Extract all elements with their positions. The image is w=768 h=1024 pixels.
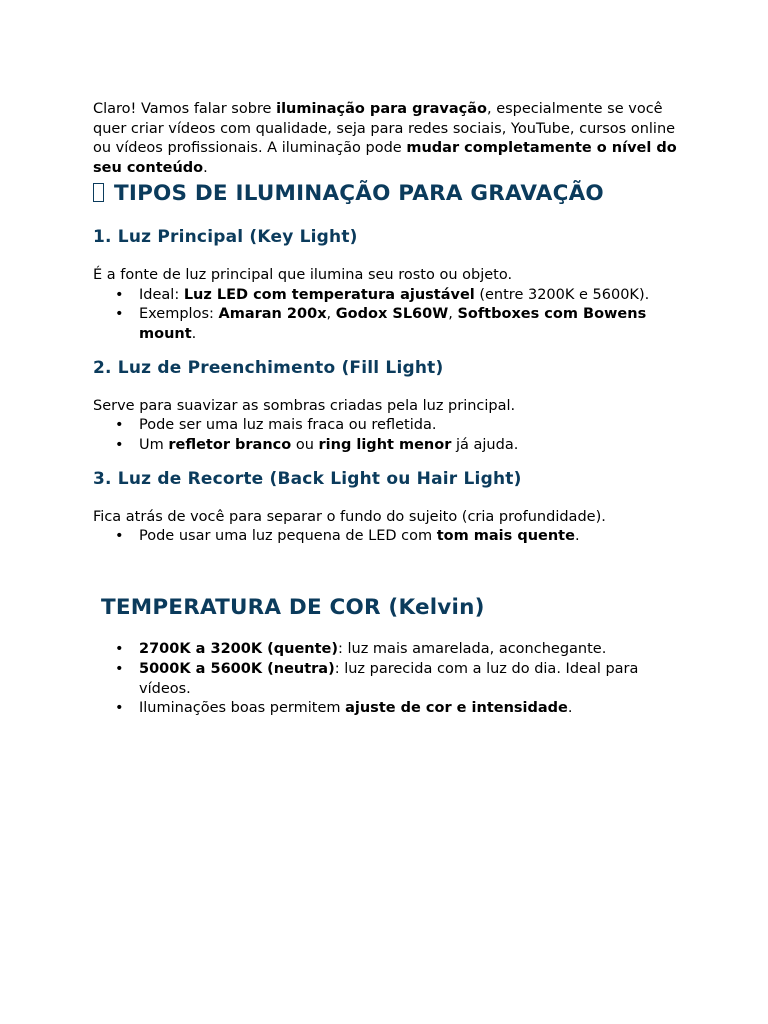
item-text: já ajuda. bbox=[451, 437, 519, 454]
section-title-color-temperature: TEMPERATURA DE COR (Kelvin) bbox=[101, 595, 485, 621]
back-light-list bbox=[93, 527, 693, 547]
item-text: Iluminações boas permitem bbox=[139, 700, 346, 717]
intro-bold-2: mudar completamente o nível do seu conteúdo bbox=[93, 140, 677, 177]
bullet-icon: • bbox=[115, 641, 124, 658]
key-light-description: É a fonte de luz principal que ilumina seu rosto ou objeto. bbox=[93, 266, 513, 283]
list-item bbox=[93, 305, 693, 344]
item-text: . bbox=[567, 700, 573, 717]
bullet-icon: • bbox=[115, 286, 124, 303]
intro-text-2: , especialmente se você quer criar vídeos com qualidade, seja para redes sociais, YouTube, cursos online ou vídeos profissionais. A iluminação pode bbox=[93, 101, 676, 157]
item-bold: Amaran 200x bbox=[218, 306, 327, 323]
key-light-list bbox=[93, 286, 693, 345]
heading-fill-light: 2. Luz de Preenchimento (Fill Light) bbox=[93, 357, 444, 378]
bullet-icon: • bbox=[115, 437, 124, 454]
item-bold: Softboxes com Bowens mount bbox=[139, 306, 647, 342]
item-text: : luz parecida com a luz do dia. Ideal para vídeos. bbox=[139, 660, 639, 697]
intro-text-3: . bbox=[203, 160, 208, 177]
item-bold: tom mais quente bbox=[436, 528, 575, 545]
fill-light-description: Serve para suavizar as sombras criadas pela luz principal. bbox=[93, 397, 516, 414]
back-light-description: Fica atrás de você para separar o fundo do sujeito (cria profundidade). bbox=[93, 508, 606, 525]
heading-back-light: 3. Luz de Recorte (Back Light ou Hair Light) bbox=[93, 468, 522, 489]
list-item bbox=[93, 527, 693, 547]
list-item bbox=[93, 436, 693, 456]
item-text: Pode usar uma luz pequena de LED com bbox=[139, 528, 437, 545]
list-item bbox=[93, 640, 693, 660]
item-text: , bbox=[448, 306, 458, 323]
item-text: (entre 3200K e 5600K). bbox=[474, 286, 650, 303]
item-bold: Luz LED com temperatura ajustável bbox=[183, 286, 475, 303]
item-text: Exemplos: bbox=[139, 306, 219, 323]
list-item bbox=[93, 660, 693, 699]
item-bold: ajuste de cor e intensidade bbox=[345, 700, 568, 717]
intro-text-1: Claro! Vamos falar sobre bbox=[93, 101, 277, 117]
color-temperature-list bbox=[93, 640, 693, 719]
intro-paragraph bbox=[93, 100, 693, 179]
bullet-icon: • bbox=[115, 660, 124, 677]
section-title-text: TIPOS DE ILUMINAÇÃO PARA GRAVAÇÃO bbox=[114, 180, 604, 206]
heading-key-light: 1. Luz Principal (Key Light) bbox=[93, 226, 358, 247]
fill-light-list bbox=[93, 416, 693, 455]
item-text: , bbox=[326, 306, 336, 323]
missing-glyph-icon bbox=[93, 183, 104, 202]
item-bold: Godox SL60W bbox=[335, 306, 449, 323]
item-text: : luz mais amarelada, aconchegante. bbox=[338, 641, 607, 658]
item-bold: 2700K a 3200K (quente) bbox=[139, 641, 338, 658]
list-item bbox=[93, 286, 693, 306]
item-text: . bbox=[574, 528, 580, 545]
item-text: . bbox=[191, 325, 197, 342]
bullet-icon: • bbox=[115, 306, 124, 323]
item-text: Ideal: bbox=[139, 286, 184, 303]
list-item bbox=[93, 416, 693, 436]
bullet-icon: • bbox=[115, 700, 124, 717]
item-text: Pode ser uma luz mais fraca ou refletida. bbox=[139, 417, 437, 434]
intro-bold-1: iluminação para gravação bbox=[276, 101, 487, 117]
item-text: ou bbox=[291, 437, 319, 454]
list-item bbox=[93, 699, 693, 719]
document-page bbox=[93, 100, 693, 730]
item-text: Um bbox=[139, 437, 169, 454]
item-bold: ring light menor bbox=[318, 437, 452, 454]
bullet-icon: • bbox=[115, 528, 124, 545]
bullet-icon: • bbox=[115, 417, 124, 434]
section-title-lighting-types bbox=[93, 179, 693, 209]
item-bold: refletor branco bbox=[168, 437, 292, 454]
item-bold: 5000K a 5600K (neutra) bbox=[139, 660, 335, 677]
